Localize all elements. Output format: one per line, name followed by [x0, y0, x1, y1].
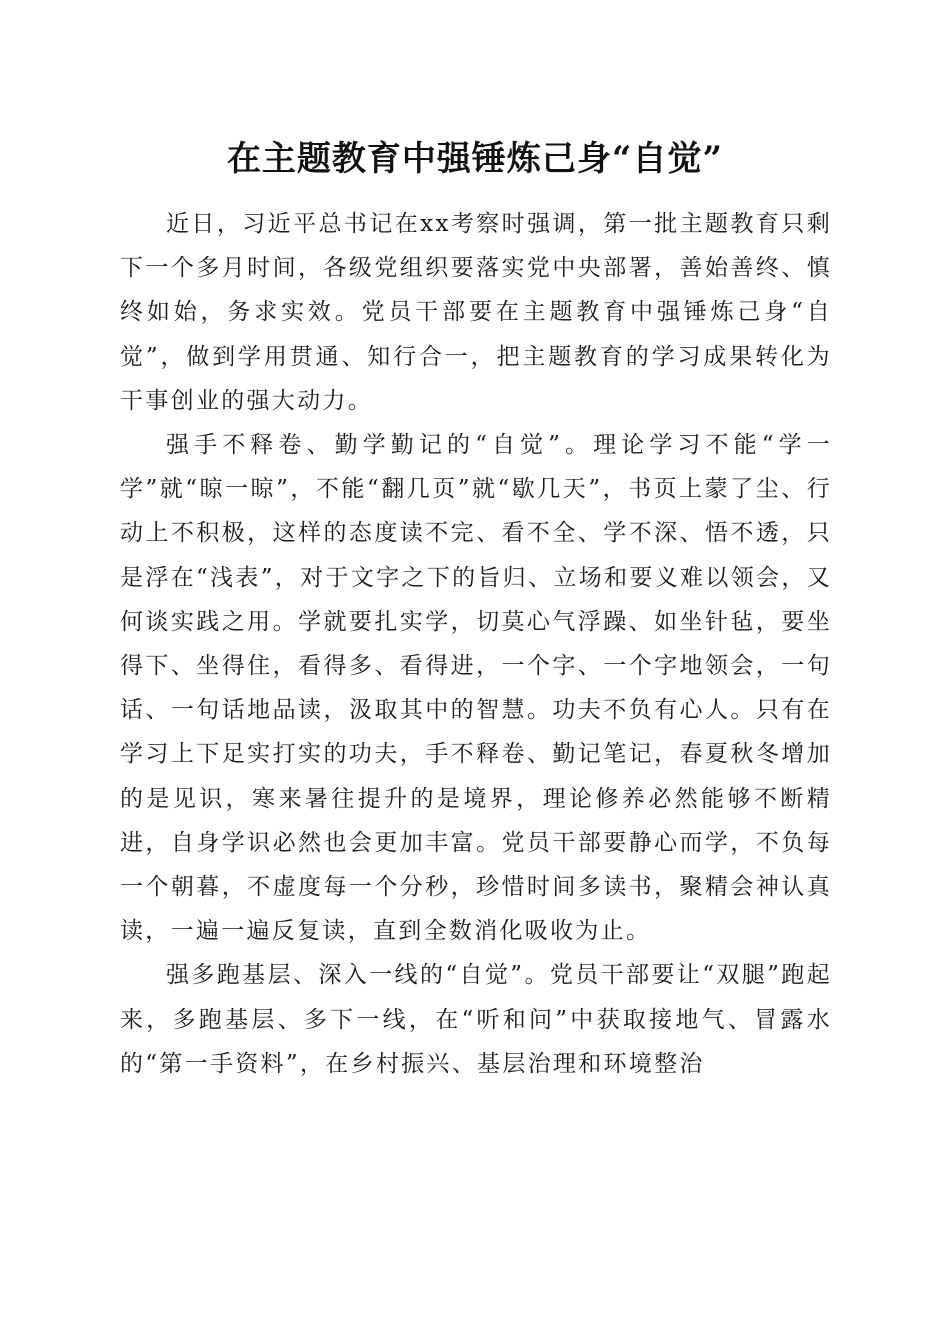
document-title: 在主题教育中强锤炼己身“自觉” — [226, 139, 724, 179]
paragraph-intro: 近日，习近平总书记在xx考察时强调，第一批主题教育只剩下一个多月时间，各级党组织要落实党中央部署，善始善终、慎终如始，务求实效。党员干部要在主题教育中强锤炼己身“自觉”，做到学用贯通、知行合一，把主题教育的学习成果转化为干事创业的强大动力。 — [120, 211, 832, 414]
document-body — [120, 202, 832, 1086]
paragraph-study-consciousness: 强手不释卷、勤学勤记的“自觉”。理论学习不能“学一学”就“晾一晾”，不能“翻几页”就“歇几天”，书页上蒙了尘、行动上不积极，这样的态度读不完、看不全、学不深、悟不透，只是浮在“浅表”，对于文字之下的旨归、立场和要义难以领会，又何谈实践之用。学就要扎实学，切莫心气浮躁、如坐针毡，要坐得下、坐得住，看得多、看得进，一个字、一个字地领会，一句话、一句话地品读，汲取其中的智慧。功夫不负有心人。只有在学习上下足实打实的功夫，手不释卷、勤记笔记，春夏秋冬增加的是见识，寒来暑往提升的是境界，理论修养必然能够不断精进，自身学识必然也会更加丰富。党员干部要静心而学，不负每一个朝暮，不虚度每一个分秒，珍惜时间多读书，聚精会神认真读，一遍一遍反复读，直到全数消化吸收为止。 — [120, 432, 832, 945]
paragraph-grassroots-consciousness: 强多跑基层、深入一线的“自觉”。党员干部要让“双腿”跑起来，多跑基层、多下一线，在“听和问”中获取接地气、冒露水的“第一手资料”，在乡村振兴、基层治理和环境整治 — [120, 962, 832, 1077]
